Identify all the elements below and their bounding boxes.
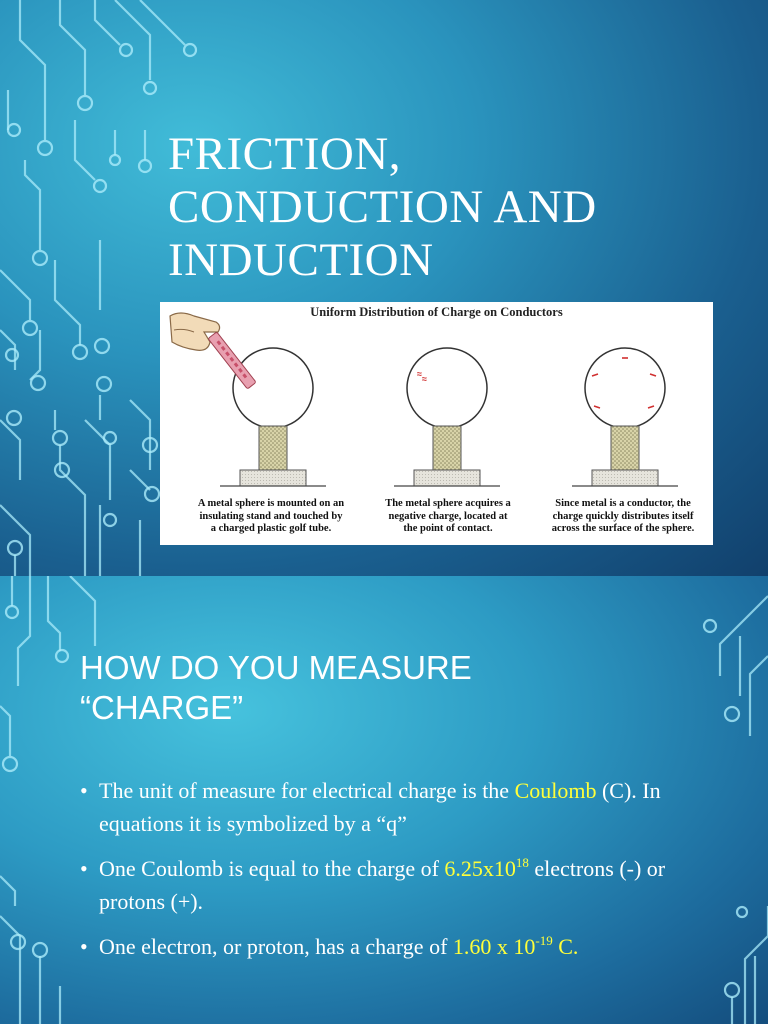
highlight-term: Coulomb	[514, 778, 597, 803]
bullet-dot: •	[80, 778, 88, 803]
exponent: -19	[535, 933, 553, 948]
bullet-dot: •	[80, 856, 88, 881]
slide-title	[80, 648, 472, 728]
bullet-text: The unit of measure for electrical charge is the	[99, 778, 515, 803]
bullet-item	[80, 774, 720, 840]
figure-heading: Uniform Distribution of Charge on Conductors	[310, 305, 563, 319]
charge-distribution-figure	[160, 302, 713, 545]
caption-line: across the surface of the sphere.	[551, 523, 695, 534]
sphere-distributed-setup	[572, 348, 678, 486]
caption-line: insulating stand and touched by	[199, 510, 343, 522]
title-line: “CHARGE”	[80, 689, 244, 726]
caption-line: a charged plastic golf tube.	[210, 523, 332, 534]
sphere-touched-setup	[170, 313, 326, 486]
highlight-value: 1.60 x 10	[452, 934, 536, 959]
bullet-item	[80, 852, 720, 918]
bullet-text: (C). In equations it is symbolized by a “q”	[99, 778, 661, 836]
svg-text:≈: ≈	[417, 369, 422, 379]
bullet-text: One electron, or proton, has a charge of	[99, 934, 453, 959]
bullet-list	[80, 774, 720, 975]
slide-title	[168, 128, 728, 287]
bullet-item	[80, 930, 720, 963]
caption-line: the point of contact.	[403, 523, 493, 534]
exponent: 18	[515, 855, 529, 870]
bullet-text: electrons (-) or protons (+).	[99, 856, 666, 914]
caption-3	[538, 498, 708, 536]
caption-2	[363, 498, 533, 536]
caption-line: Since metal is a conductor, the	[555, 498, 691, 509]
title-line: INDUCTION	[168, 234, 434, 286]
caption-1	[186, 498, 356, 536]
slide-measure-charge	[0, 576, 768, 1024]
bullet-text: One Coulomb is equal to the charge of	[99, 856, 445, 881]
bullet-dot: •	[80, 934, 88, 959]
caption-line: The metal sphere acquires a	[385, 498, 511, 509]
title-line: FRICTION,	[168, 128, 401, 180]
highlight-unit: C.	[552, 934, 579, 959]
caption-line: negative charge, located at	[388, 510, 508, 522]
caption-line: A metal sphere is mounted on an	[197, 498, 345, 509]
sphere-negative-setup	[394, 348, 500, 486]
title-line: CONDUCTION AND	[168, 181, 597, 233]
highlight-value: 6.25x10	[444, 856, 516, 881]
svg-text:≈: ≈	[422, 374, 427, 384]
title-line: HOW DO YOU MEASURE	[80, 649, 472, 686]
caption-line: charge quickly distributes itself	[552, 510, 694, 522]
